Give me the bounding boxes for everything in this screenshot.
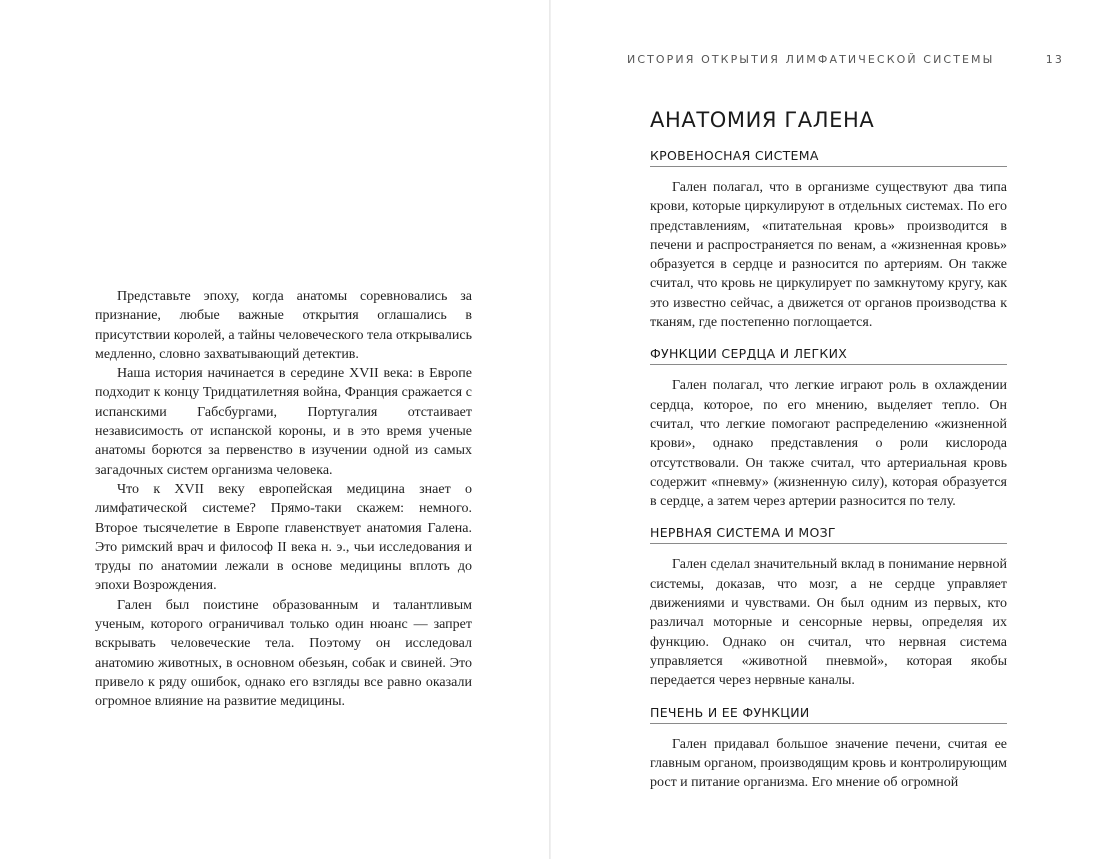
chapter-title: АНАТОМИЯ ГАЛЕНА: [650, 108, 875, 132]
paragraph: Гален полагал, что в организме существуют два типа крови, которые циркулируют в отдельных системах. По его представлениям, «питательная кровь» производится в печени и распространяется по венам, а «жизненная кровь» образуется в сердце и разносится по артериям. Он также считал, что кровь не циркулирует по замкнутому кругу, как это известно сейчас, а движется от органов производства к тканям, где постепенно поглощается.: [650, 180, 1007, 331]
paragraph: Гален был поистине образованным и талантливым ученым, которого ограничивал только один нюанс — запрет вскрывать человеческие тела. Поэтому он исследовал анатомию животных, в основном обезьян, собак и свиней. Это привело к ряду ошибок, однако его взгляды все равно оказали огромное влияние на развитие медицины.: [95, 597, 472, 710]
section-heart-lungs: [650, 346, 1007, 511]
paragraph: Что к XVII веку европейская медицина знает о лимфатической системе? Прямо-таки скажем: немного. Второе тысячелетие в Европе главенствует анатомия Галена. Это римский врач и философ II века н. э., чьи исследования и труды по анатомии лежали в основе медицины вплоть до эпохи Возрождения.: [95, 481, 472, 594]
section-heading: ФУНКЦИИ СЕРДЦА И ЛЕГКИХ: [650, 346, 1007, 365]
running-header-title: ИСТОРИЯ ОТКРЫТИЯ ЛИМФАТИЧЕСКОЙ СИСТЕМЫ: [627, 53, 995, 66]
page-number: 13: [1045, 53, 1064, 66]
left-page: [0, 0, 551, 859]
right-page-text: [650, 148, 1007, 806]
paragraph: Представьте эпоху, когда анатомы соревновались за признание, любые важные открытия оглашались в присутствии королей, а тайны человеческого тела открывались медленно, словно захватывающий детектив.: [95, 289, 472, 362]
left-page-text: [95, 287, 472, 712]
section-heading: ПЕЧЕНЬ И ЕЕ ФУНКЦИИ: [650, 705, 1007, 724]
section-liver: [650, 705, 1007, 793]
section-heading: НЕРВНАЯ СИСТЕМА И МОЗГ: [650, 525, 1007, 544]
section-nervous-system: [650, 525, 1007, 690]
section-blood-system: [650, 148, 1007, 332]
section-heading: КРОВЕНОСНАЯ СИСТЕМА: [650, 148, 1007, 167]
running-header: [627, 53, 1064, 66]
paragraph: Гален сделал значительный вклад в понимание нервной системы, доказав, что мозг, а не сердце управляет движениями и чувствами. Он был одним из первых, кто различал моторные и сенсорные нервы, определяя их функцию. Однако он считал, что нервная система управляется «животной пневмой», которая якобы передается через нервные каналы.: [650, 557, 1007, 689]
paragraph: Наша история начинается в середине XVII века: в Европе подходит к концу Тридцатилетняя война, Франция сражается с испанскими Габсбургами, Португалия отстаивает независимость от испанской короны, и в это время ученые анатомы борются за первенство в изучении одной из самых загадочных систем организма человека.: [95, 366, 472, 478]
paragraph: Гален полагал, что легкие играют роль в охлаждении сердца, которое, по его мнению, выделяет тепло. Он считал, что легкие помогают распределению «жизненной крови», однако представления о роли кислорода отсутствовали. Он также считал, что артериальная кровь содержит «пневму» (жизненную силу), которая образуется в сердце, а затем через артерии разносится по телу.: [650, 378, 1007, 510]
paragraph: Гален придавал большое значение печени, считая ее главным органом, производящим кровь и контролирующим рост и питание организма. Его мнение об огромной: [650, 736, 1007, 791]
right-page: [551, 0, 1105, 859]
